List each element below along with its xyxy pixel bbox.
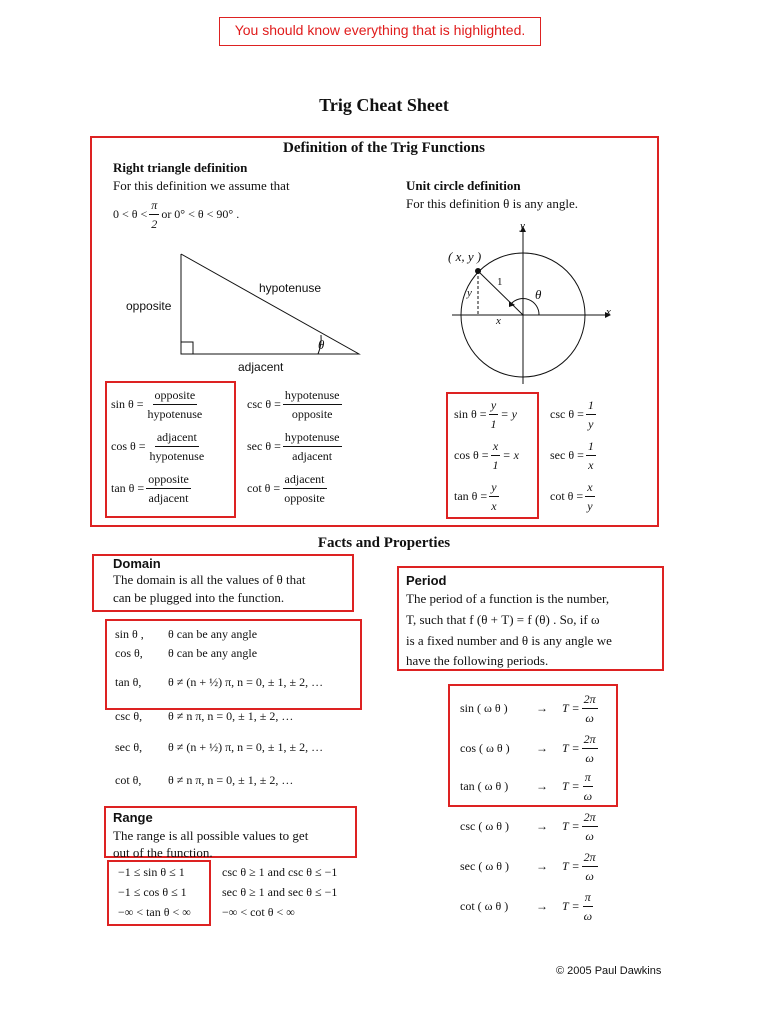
highlight-notice: You should know everything that is highlighted. bbox=[219, 17, 541, 46]
period-t: T = bbox=[562, 899, 580, 913]
right-def-fraction bbox=[146, 386, 205, 423]
x-leg-label: x bbox=[496, 315, 501, 327]
unit-def-lhs: sin θ = bbox=[454, 407, 487, 421]
unit-def-fraction bbox=[489, 478, 498, 515]
unit-def-fraction-numerator: x bbox=[491, 437, 500, 456]
unit-def-rhs: = y bbox=[500, 407, 517, 421]
right-def-fraction-numerator: adjacent bbox=[283, 470, 327, 489]
right-def-fraction bbox=[282, 470, 327, 507]
right-triangle-diagram bbox=[160, 245, 380, 375]
range-heading: Range bbox=[113, 810, 153, 825]
period-function: csc ( ω θ ) bbox=[460, 819, 509, 833]
period-fraction-numerator: 2π bbox=[582, 730, 598, 749]
right-def-lhs: cos θ = bbox=[111, 439, 146, 453]
domain-function: sec θ, bbox=[115, 740, 143, 754]
period-fraction-numerator: 2π bbox=[582, 690, 598, 709]
period-function: sec ( ω θ ) bbox=[460, 859, 509, 873]
unit-circle-text: For this definition θ is any angle. bbox=[406, 196, 578, 211]
angle-condition bbox=[113, 196, 239, 233]
unit-def-fraction-denominator: y bbox=[587, 499, 593, 513]
range-left-value: −∞ < tan θ < ∞ bbox=[118, 905, 191, 919]
period-arrow: → bbox=[536, 741, 548, 755]
period-t: T = bbox=[562, 741, 580, 755]
period-fraction bbox=[582, 888, 594, 925]
unit-def-lhs: cot θ = bbox=[550, 489, 584, 503]
domain-function: cos θ, bbox=[115, 646, 143, 660]
unit-def-row bbox=[550, 437, 598, 474]
domain-restriction: θ can be any angle bbox=[168, 627, 258, 641]
domain-restriction: θ ≠ n π, n = 0, ± 1, ± 2, … bbox=[168, 773, 294, 787]
unit-def-fraction-denominator: x bbox=[491, 499, 497, 513]
period-row bbox=[460, 730, 600, 767]
point-label: ( x, y ) bbox=[448, 249, 482, 264]
unit-def-fraction-denominator: 1 bbox=[490, 417, 497, 431]
right-def-lhs: sec θ = bbox=[247, 439, 281, 453]
period-fraction-numerator: π bbox=[583, 768, 593, 787]
unit-circle-diagram bbox=[440, 218, 620, 388]
domain-heading: Domain bbox=[113, 556, 161, 571]
y-leg-label: y bbox=[467, 287, 472, 299]
range-right-value: sec θ ≥ 1 and sec θ ≤ −1 bbox=[222, 885, 338, 899]
right-def-row bbox=[247, 470, 329, 507]
unit-def-fraction-numerator: 1 bbox=[586, 437, 596, 456]
range-right-value: −∞ < cot θ < ∞ bbox=[222, 905, 295, 919]
unit-def-fraction-numerator: y bbox=[489, 396, 498, 415]
unit-def-row bbox=[550, 478, 597, 515]
right-def-lhs: sin θ = bbox=[111, 397, 144, 411]
right-def-fraction bbox=[146, 470, 191, 507]
unit-def-fraction bbox=[585, 478, 594, 515]
unit-def-lhs: csc θ = bbox=[550, 407, 584, 421]
period-text-2: T, such that f (θ + T) = f (θ) . So, if ω bbox=[406, 612, 600, 627]
copyright: © 2005 Paul Dawkins bbox=[556, 965, 662, 977]
period-t: T = bbox=[562, 859, 580, 873]
period-t: T = bbox=[562, 779, 580, 793]
page-title: Trig Cheat Sheet bbox=[319, 95, 449, 115]
unit-def-lhs: sec θ = bbox=[550, 448, 584, 462]
radius-one-label: 1 bbox=[497, 276, 503, 288]
right-def-fraction-numerator: hypotenuse bbox=[283, 428, 342, 447]
domain-function: cot θ, bbox=[115, 773, 142, 787]
period-function: cos ( ω θ ) bbox=[460, 741, 510, 755]
period-fraction-denominator: ω bbox=[585, 711, 594, 725]
right-def-lhs: tan θ = bbox=[111, 481, 145, 495]
pi-over-two: $\frac{\pi}{2}$ bbox=[151, 198, 158, 231]
period-row bbox=[460, 768, 596, 805]
unit-def-row bbox=[550, 396, 598, 433]
range-text-1: The range is all possible values to get bbox=[113, 828, 309, 843]
period-fraction-numerator: π bbox=[583, 888, 593, 907]
right-def-fraction-numerator: adjacent bbox=[155, 428, 199, 447]
condition-right: or 0° < θ < 90° . bbox=[161, 207, 240, 221]
range-left-value: −1 ≤ cos θ ≤ 1 bbox=[118, 885, 187, 899]
period-fraction-denominator: ω bbox=[583, 909, 593, 923]
domain-function: tan θ, bbox=[115, 675, 142, 689]
period-row bbox=[460, 808, 600, 845]
period-fraction bbox=[582, 848, 598, 885]
right-def-row bbox=[111, 386, 206, 423]
period-fraction-denominator: ω bbox=[585, 829, 594, 843]
right-def-row bbox=[111, 428, 208, 465]
x-axis-label: x bbox=[606, 306, 611, 318]
period-function: cot ( ω θ ) bbox=[460, 899, 509, 913]
right-def-fraction-numerator: hypotenuse bbox=[283, 386, 342, 405]
domain-restriction: θ ≠ n π, n = 0, ± 1, ± 2, … bbox=[168, 709, 294, 723]
range-right-value: csc θ ≥ 1 and csc θ ≤ −1 bbox=[222, 865, 338, 879]
unit-def-fraction-numerator: x bbox=[585, 478, 594, 497]
period-arrow: → bbox=[536, 701, 548, 715]
period-fraction bbox=[582, 768, 594, 805]
period-t: T = bbox=[562, 819, 580, 833]
right-def-row bbox=[111, 470, 193, 507]
period-t: T = bbox=[562, 701, 580, 715]
period-text-3: is a fixed number and θ is any angle we bbox=[406, 633, 612, 648]
definition-heading: Definition of the Trig Functions bbox=[283, 140, 485, 156]
unit-theta-label: θ bbox=[535, 287, 542, 302]
y-axis-label: y bbox=[520, 220, 525, 232]
hypotenuse-label: hypotenuse bbox=[259, 281, 322, 295]
right-def-lhs: csc θ = bbox=[247, 397, 281, 411]
period-row bbox=[460, 848, 600, 885]
right-def-fraction-denominator: adjacent bbox=[292, 449, 333, 463]
unit-def-fraction-numerator: y bbox=[489, 478, 498, 497]
domain-restriction: θ can be any angle bbox=[168, 646, 258, 660]
range-text-2: out of the function. bbox=[113, 845, 213, 860]
unit-def-fraction bbox=[586, 396, 596, 433]
domain-function: sin θ , bbox=[115, 627, 144, 641]
right-def-fraction-denominator: opposite bbox=[291, 407, 333, 421]
period-row bbox=[460, 888, 596, 925]
domain-function: csc θ, bbox=[115, 709, 143, 723]
domain-restriction: θ ≠ (n + ½) π, n = 0, ± 1, ± 2, … bbox=[168, 740, 324, 754]
unit-def-row bbox=[454, 437, 519, 474]
right-def-fraction bbox=[283, 428, 342, 465]
right-def-fraction-denominator: hypotenuse bbox=[147, 407, 203, 421]
period-arrow: → bbox=[536, 819, 548, 833]
right-def-row bbox=[247, 428, 344, 465]
unit-def-fraction-numerator: 1 bbox=[586, 396, 596, 415]
opposite-label: opposite bbox=[126, 299, 172, 313]
right-triangle-text: For this definition we assume that bbox=[113, 178, 290, 193]
theta-label: θ bbox=[318, 337, 325, 352]
right-def-fraction bbox=[148, 428, 207, 465]
period-function: tan ( ω θ ) bbox=[460, 779, 509, 793]
period-function: sin ( ω θ ) bbox=[460, 701, 508, 715]
unit-def-fraction bbox=[491, 437, 501, 474]
period-fraction-numerator: 2π bbox=[582, 808, 598, 827]
unit-def-fraction-denominator: y bbox=[588, 417, 594, 431]
right-def-fraction-numerator: opposite bbox=[146, 470, 191, 489]
right-def-fraction-denominator: hypotenuse bbox=[149, 449, 205, 463]
unit-def-lhs: tan θ = bbox=[454, 489, 488, 503]
condition-left: 0 < θ < bbox=[113, 207, 148, 221]
period-fraction bbox=[582, 690, 598, 727]
unit-def-lhs: cos θ = bbox=[454, 448, 489, 462]
period-text-4: have the following periods. bbox=[406, 653, 549, 668]
unit-def-fraction bbox=[586, 437, 596, 474]
right-def-fraction bbox=[283, 386, 342, 423]
period-fraction-denominator: ω bbox=[583, 789, 593, 803]
unit-def-fraction-denominator: 1 bbox=[492, 458, 499, 472]
adjacent-label: adjacent bbox=[238, 360, 284, 374]
period-fraction-denominator: ω bbox=[585, 751, 594, 765]
range-left-value: −1 ≤ sin θ ≤ 1 bbox=[118, 865, 185, 879]
right-def-fraction-numerator: opposite bbox=[153, 386, 198, 405]
period-arrow: → bbox=[536, 779, 548, 793]
period-fraction-numerator: 2π bbox=[582, 848, 598, 867]
period-text-1: The period of a function is the number, bbox=[406, 591, 610, 606]
period-row bbox=[460, 690, 600, 727]
period-arrow: → bbox=[536, 899, 548, 913]
period-fraction-denominator: ω bbox=[585, 869, 594, 883]
unit-def-row bbox=[454, 396, 517, 433]
unit-circle-heading: Unit circle definition bbox=[406, 178, 521, 193]
right-def-fraction-denominator: opposite bbox=[284, 491, 325, 505]
right-def-fraction-denominator: adjacent bbox=[148, 491, 189, 505]
right-def-lhs: cot θ = bbox=[247, 481, 281, 495]
unit-def-rhs: = x bbox=[502, 448, 519, 462]
right-triangle-heading: Right triangle definition bbox=[113, 160, 248, 175]
period-fraction bbox=[582, 730, 598, 767]
period-fraction bbox=[582, 808, 598, 845]
domain-text-2: can be plugged into the function. bbox=[113, 590, 285, 605]
facts-heading: Facts and Properties bbox=[317, 535, 451, 551]
period-heading: Period bbox=[406, 573, 447, 588]
domain-text-1: The domain is all the values of θ that bbox=[113, 572, 306, 587]
period-arrow: → bbox=[536, 859, 548, 873]
unit-def-fraction-denominator: x bbox=[588, 458, 594, 472]
right-def-row bbox=[247, 386, 344, 423]
domain-restriction: θ ≠ (n + ½) π, n = 0, ± 1, ± 2, … bbox=[168, 675, 324, 689]
unit-def-row bbox=[454, 478, 501, 515]
unit-def-fraction bbox=[489, 396, 499, 433]
